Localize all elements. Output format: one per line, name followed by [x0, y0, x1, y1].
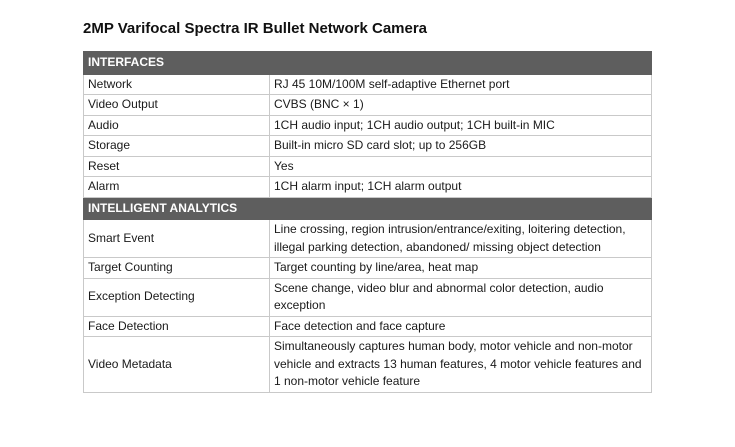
spec-value-face-detection: Face detection and face capture — [270, 316, 652, 337]
spec-label-smart-event: Smart Event — [84, 220, 270, 258]
section-heading-intelligent-analytics: INTELLIGENT ANALYTICS — [84, 197, 652, 220]
section-header-row — [84, 52, 652, 75]
spec-label-video-metadata: Video Metadata — [84, 337, 270, 393]
table-row — [84, 316, 652, 337]
table-row — [84, 74, 652, 95]
table-row — [84, 95, 652, 116]
spec-label-target-counting: Target Counting — [84, 258, 270, 279]
spec-value-audio: 1CH audio input; 1CH audio output; 1CH built-in MIC — [270, 115, 652, 136]
page-title: 2MP Varifocal Spectra IR Bullet Network Camera — [83, 20, 428, 37]
spec-label-video-output: Video Output — [84, 95, 270, 116]
spec-value-target-counting: Target counting by line/area, heat map — [270, 258, 652, 279]
spec-value-reset: Yes — [270, 156, 652, 177]
table-row — [84, 136, 652, 157]
spec-value-smart-event: Line crossing, region intrusion/entrance/exiting, loitering detection, illegal parking detection, abandoned/ missing object detection — [270, 220, 652, 258]
spec-label-exception-detecting: Exception Detecting — [84, 278, 270, 316]
table-row — [84, 278, 652, 316]
section-header-row — [84, 197, 652, 220]
spec-value-network: RJ 45 10M/100M self-adaptive Ethernet port — [270, 74, 652, 95]
spec-label-reset: Reset — [84, 156, 270, 177]
table-row — [84, 177, 652, 198]
spec-label-network: Network — [84, 74, 270, 95]
table-row — [84, 156, 652, 177]
spec-label-storage: Storage — [84, 136, 270, 157]
spec-value-video-metadata: Simultaneously captures human body, motor vehicle and non-motor vehicle and extracts 13 human features, 4 motor vehicle features and 1 non-motor vehicle feature — [270, 337, 652, 393]
spec-value-alarm: 1CH alarm input; 1CH alarm output — [270, 177, 652, 198]
spec-label-face-detection: Face Detection — [84, 316, 270, 337]
section-heading-interfaces: INTERFACES — [84, 52, 652, 75]
table-row — [84, 115, 652, 136]
spec-value-video-output: CVBS (BNC × 1) — [270, 95, 652, 116]
spec-label-audio: Audio — [84, 115, 270, 136]
spec-table — [83, 51, 652, 393]
table-row — [84, 258, 652, 279]
table-row — [84, 220, 652, 258]
table-row — [84, 337, 652, 393]
spec-value-exception-detecting: Scene change, video blur and abnormal color detection, audio exception — [270, 278, 652, 316]
spec-label-alarm: Alarm — [84, 177, 270, 198]
spec-value-storage: Built-in micro SD card slot; up to 256GB — [270, 136, 652, 157]
